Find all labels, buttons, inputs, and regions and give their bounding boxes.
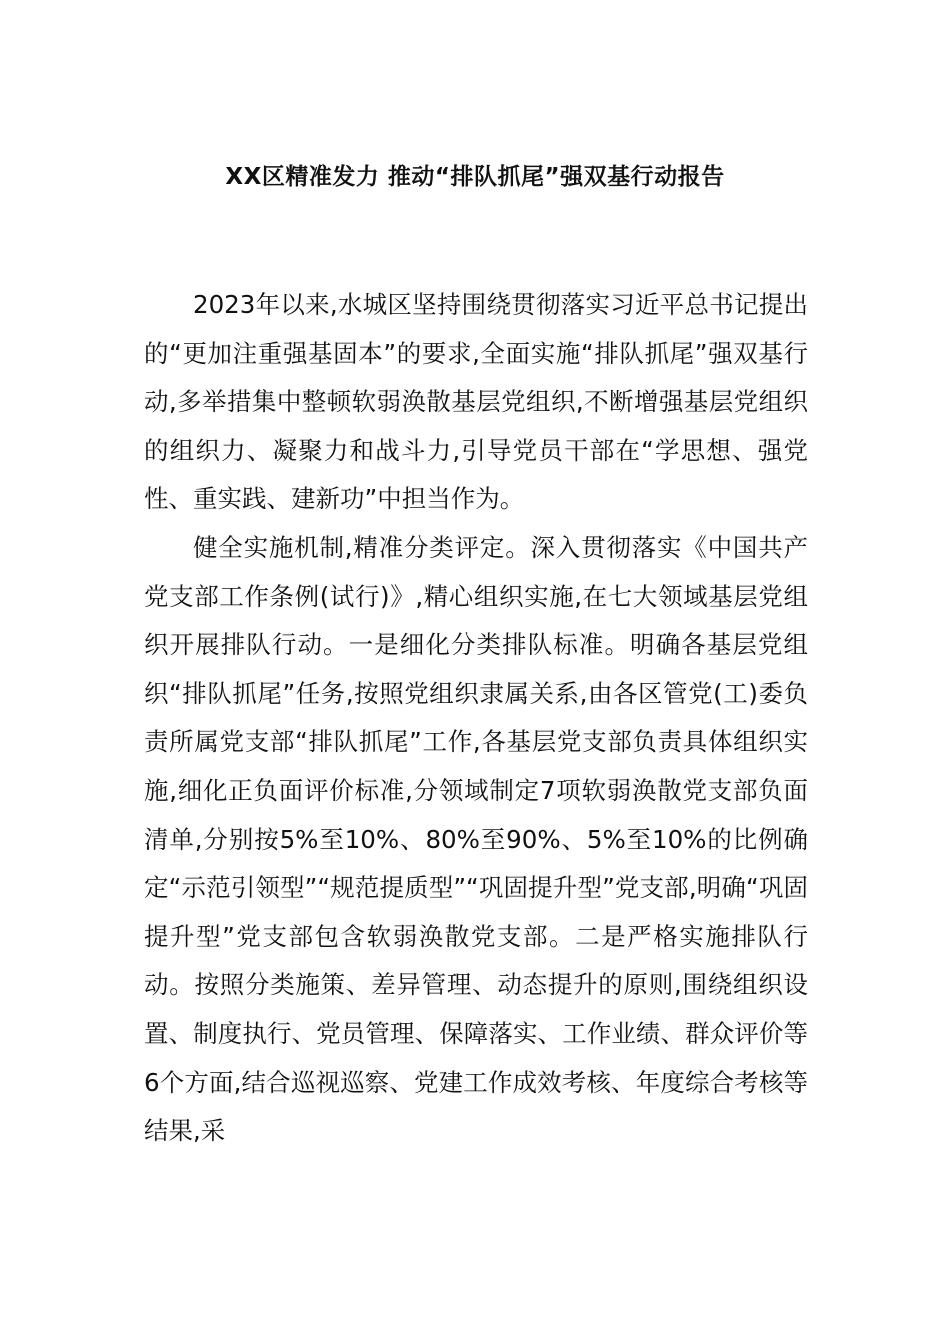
paragraph-intro: 2023年以来,水城区坚持围绕贯彻落实习近平总书记提出的“更加注重强基固本”的要求,全面实施“排队抓尾”强双基行动,多举措集中整顿软弱涣散基层党组织,不断增强基层党组织的组织力、凝聚力和战斗力,引导党员干部在“学思想、强党性、重实践、建新功”中担当作为。 [144,290,808,514]
document-title: XX区精准发力 推动“排队抓尾”强双基行动报告 [225,164,725,190]
paragraph-mechanism: 健全实施机制,精准分类评定。深入贯彻落实《中国共产党支部工作条例(试行)》,精心组织实施,在七大领域基层党组织开展排队行动。一是细化分类排队标准。明确各基层党组织“排队抓尾”任务,按照党组织隶属关系,由各区管党(工)委负责所属党支部“排队抓尾”工作,各基层党支部负责具体组织实施,细化正负面评价标准,分领域制定7项软弱涣散党支部负面清单,分别按5%至10%、80%至90%、5%至10%的比例确定“示范引领型”“规范提质型”“巩固提升型”党支部,明确“巩固提升型”党支部包含软弱涣散党支部。二是严格实施排队行动。按照分类施策、差异管理、动态提升的原则,围绕组织设置、制度执行、党员管理、保障落实、工作业绩、群众评价等6个方面,结合巡视巡察、党建工作成效考核、年度综合考核等结果,采 [144,532,808,1146]
document-body [144,281,808,1156]
